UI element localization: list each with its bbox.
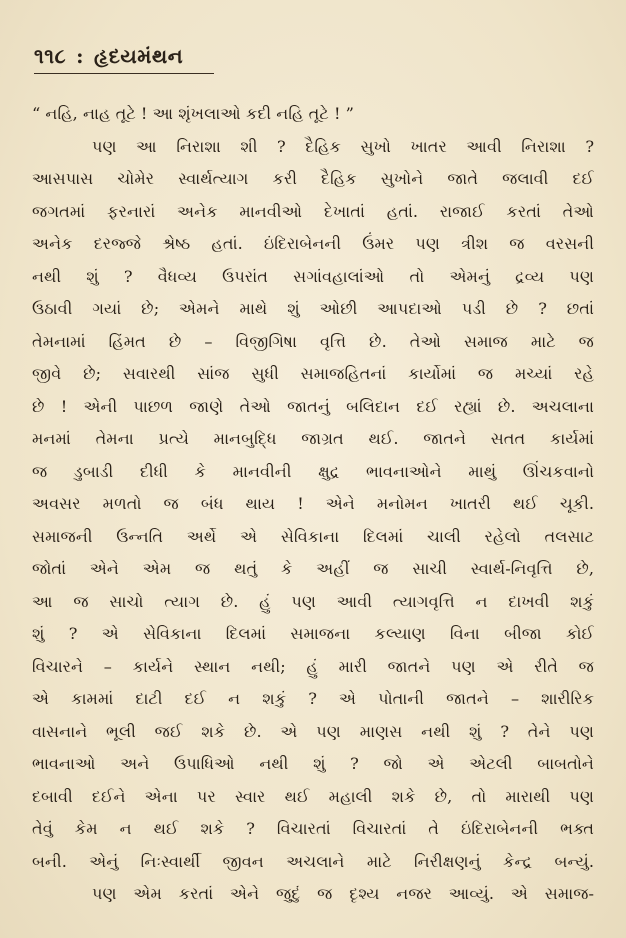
text-line: જગતમાં ફરનારાં અનેક માનવીઓ દેખાતાં હતાં. રાજાઈ કરતાં તેઓ [32, 201, 594, 221]
body-text [32, 98, 594, 911]
text-line: મનમાં તેમના પ્રત્યે માનબુદ્ધિ જાગ્રત થઈ. જાતને સતત કાર્યમાં [32, 429, 594, 448]
text-line: આ જ સાચો ત્યાગ છે. હું પણ આવી ત્યાગવૃત્તિ ન દાખવી શકું [32, 591, 594, 611]
text-line: વાસનાને ભૂલી જઈ શકે છે. એ પણ માણસ નથી શું ? તેને પણ [32, 721, 594, 741]
page-number: ૧૧૮ [34, 44, 67, 68]
text-line: ઉઠાવી ગયાં છે; એમને માથે શું ઓછી આપદાઓ પડી છે ? છતાં [32, 299, 594, 318]
book-title: હૃદયમંથન [94, 44, 184, 68]
text-line: સમાજની ઉન્નતિ અર્થે એ સેવિકાના દિલમાં ચાલી રહેલો તલસાટ [32, 526, 594, 546]
text-line: “ નહિ, નાહ તૂટે ! આ શૃંખલાઓ કદી નહિ તૂટે ! ” [32, 104, 354, 123]
text-line: પણ એમ કરતાં એને જુદું જ દૃશ્ય નજર આવ્યું. એ સમાજ- [92, 884, 594, 903]
text-line: એ કામમાં દાટી દઈ ન શકું ? એ પોતાની જાતને – શારીરિક [32, 689, 594, 708]
running-header [34, 44, 183, 68]
text-line: દબાવી દઈને એના પર સ્વાર થઈ મહાલી શકે છે, તો મારાથી પણ [32, 786, 594, 806]
text-line: અવસર મળતો જ બંધ થાય ! એને મનોમન ખાતરી થઈ ચૂકી. [32, 494, 594, 513]
text-line: તેવું કેમ ન થઈ શકે ? વિચારતાં વિચારતાં તે ઇંદિરાબેનની ભક્ત [32, 819, 594, 838]
header-underline [34, 73, 214, 74]
text-line: જીવે છે; સવારથી સાંજ સુધી સમાજહિતનાં કાર્યોમાં જ મચ્યાં રહે [32, 364, 594, 383]
text-line: પણ આ નિરાશા શી ? દૈહિક સુખો ખાતર આવી નિરાશા ? [92, 136, 594, 156]
text-line: આસપાસ ચોમેર સ્વાર્થત્યાગ કરી દૈહિક સુખોને જાતે જલાવી દઈ [32, 169, 594, 188]
text-line: વિચારને – કાર્યને સ્થાન નથી; હું મારી જાતને પણ એ રીતે જ [32, 656, 594, 676]
text-line: જોતાં એને એમ જ થતું કે અહીં જ સાચી સ્વાર્થ-નિવૃત્તિ છે, [32, 559, 594, 578]
text-line: તેમનામાં હિંમત છે – વિજીગિષા વૃત્તિ છે. તેઓ સમાજ માટે જ [32, 331, 594, 351]
text-line: બની. એનું નિઃસ્વાર્થી જીવન અચલાને માટે નિરીક્ષણનું કેન્દ્ર બન્યું. [32, 851, 594, 871]
text-line: અનેક દરજ્જે શ્રેષ્ઠ હતાં. ઇંદિરાબેનની ઉંમર પણ ત્રીશ જ વરસની [32, 234, 594, 253]
text-line: જ ડુબાડી દીધી કે માનવીની ક્ષુદ્ર ભાવનાઓને માથું ઊંચકવાનો [32, 461, 594, 481]
text-line: નથી શું ? વૈધવ્ય ઉપરાંત સગાંવહાલાંઓ તો એમનું દ્રવ્ય પણ [32, 266, 594, 286]
text-line: છે ! એની પાછળ જાણે તેઓ જાતનું બલિદાન દઈ રહ્યાં છે. અચલાના [32, 396, 594, 416]
header-separator: : [76, 44, 84, 68]
text-line: ભાવનાઓ અને ઉપાધિઓ નથી શું ? જો એ એટલી બાબતોને [32, 754, 594, 773]
text-line: શું ? એ સેવિકાના દિલમાં સમાજના કલ્યાણ વિના બીજા કોઈ [32, 624, 594, 643]
